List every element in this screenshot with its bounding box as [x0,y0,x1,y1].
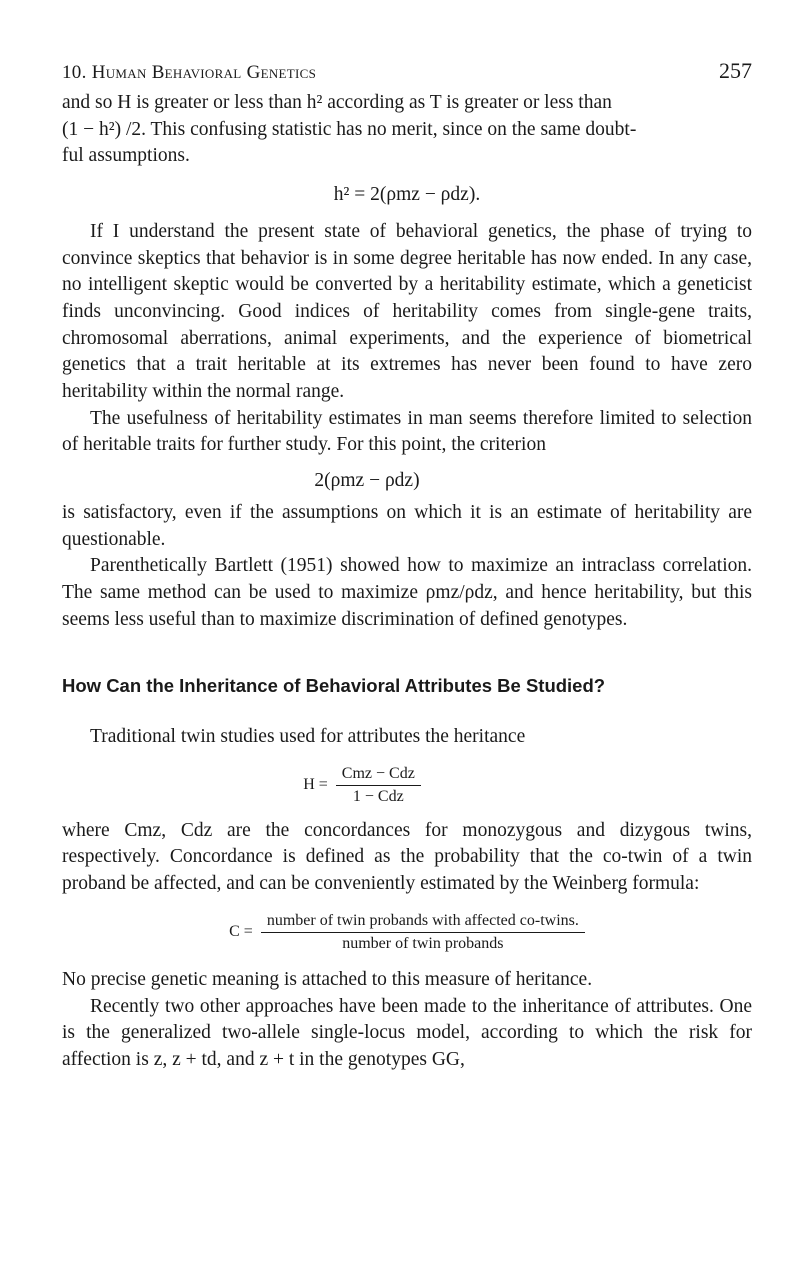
chapter-title: 10. Human Behavioral Genetics [62,62,317,83]
equation-weinberg-fraction [261,912,585,953]
para-7: where Cmz, Cdz are the concordances for monozygous and dizygous twins, respectively. Concordance is defined as the probability that the co-twin of a twin proband be affected, and can be conveniently estimated by the Weinberg formula: [62,819,752,895]
equation-criterion: 2(ρmz − ρdz) [314,470,420,492]
para-1-line-1: and so H is greater or less than h² according as T is greater or less than [62,92,612,113]
equation-heritance-denominator: 1 − Cdz [352,787,404,805]
para-2: If I understand the present state of behavioral genetics, the phase of trying to convince skeptics that behavior is in some degree heritable has now ended. In any case, no intelligent skeptic would be converted by a heritability estimate, which a geneticist finds unconvincing. Good indices of heritability comes from single-gene traits, chromosomal aberrations, animal experiments, and the experience of biometrical genetics that a trait heritable at its extremes has never been found to have zero heritability within the normal range. [62,220,752,403]
equation-weinberg-denominator: number of twin probands [342,934,504,952]
para-4: is satisfactory, even if the assumptions on which it is an estimate of heritability are questionable. [62,501,752,550]
page [62,58,752,1074]
para-3: The usefulness of heritability estimates in man seems therefore limited to selection of heritable traits for further study. For this point, the criterion [62,407,752,456]
para-9: Recently two other approaches have been made to the inheritance of attributes. One is the generalized two-allele single-locus model, according to which the risk for affection is z, z + td, and z + t in the genotypes GG, [62,995,752,1070]
equation-weinberg-lhs: C = [229,923,253,941]
page-number: 257 [719,58,752,83]
running-head [62,58,752,84]
equation-heritance-lhs: H = [303,776,328,794]
equation-heritance-fraction [336,765,421,806]
para-8: No precise genetic meaning is attached to this measure of heritance. [62,968,593,990]
para-1-line-3: ful assumptions. [62,145,190,167]
para-1 [62,90,752,170]
section-heading: How Can the Inheritance of Behavioral Attributes Be Studied? [62,675,606,697]
equation-h2: h² = 2(ρmz − ρdz). [333,184,481,206]
para-5: Parenthetically Bartlett (1951) showed how to maximize an intraclass correlation. The same method can be used to maximize ρmz/ρdz, and hence heritability, but this seems less useful than to maximize discrimination of defined genotypes. [62,555,752,630]
equation-heritance-numerator: Cmz − Cdz [336,765,421,786]
para-1-line-2: (1 − h²) /2. This confusing statistic has no merit, since on the same doubt- [62,118,637,140]
equation-heritance [62,765,662,806]
para-6: Traditional twin studies used for attributes the heritance [90,726,526,748]
equation-weinberg-numerator: number of twin probands with affected co-twins. [261,912,585,933]
equation-weinberg [62,912,752,953]
